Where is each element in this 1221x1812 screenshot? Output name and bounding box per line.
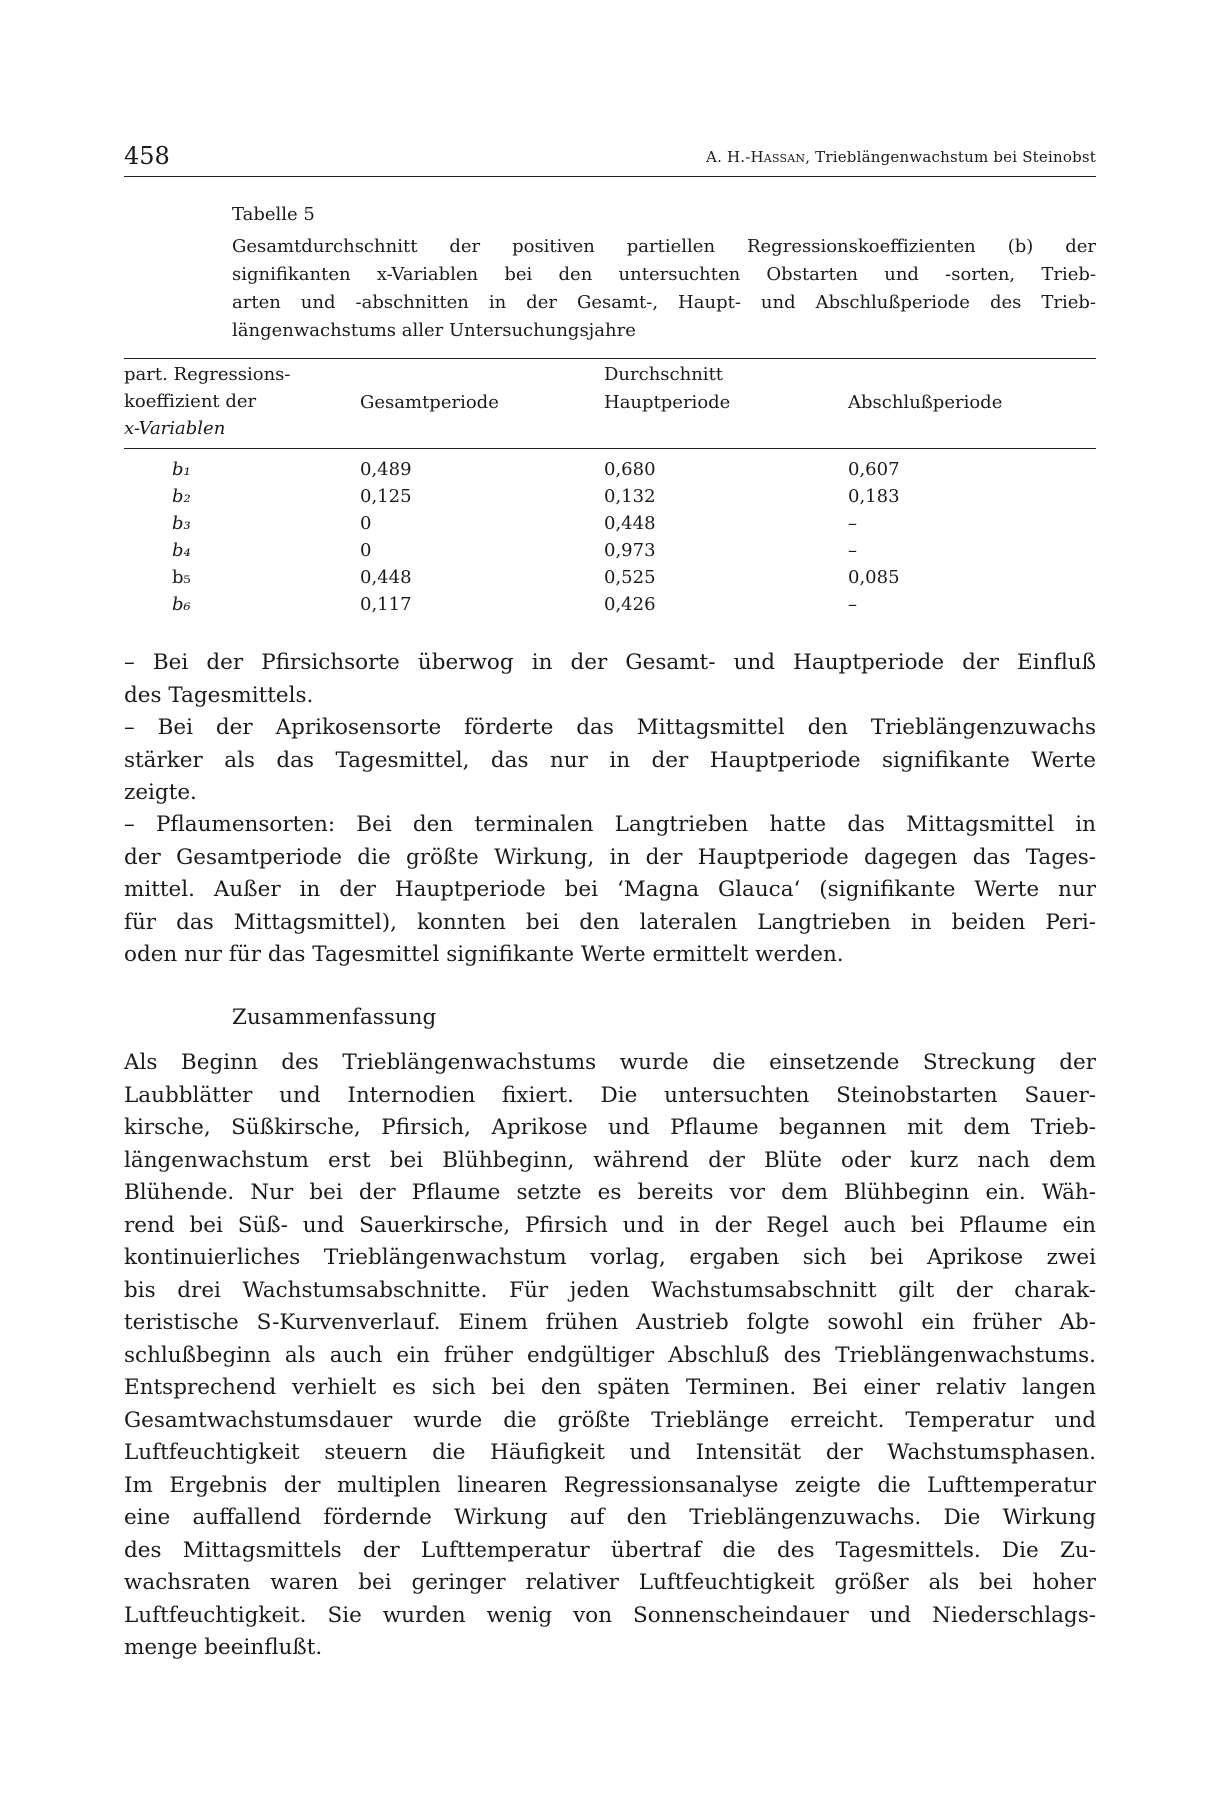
cell-variable: b₆	[172, 594, 191, 615]
text-line: – Pflaumensorten: Bei den terminalen Langtrieben hatte das Mittagsmittel in	[124, 812, 1096, 837]
text-line: Im Ergebnis der multiplen linearen Regressionsanalyse zeigte die Lufttemperatur	[124, 1472, 1096, 1498]
text-line: kirsche, Süßkirsche, Pfirsich, Aprikose und Pflaume begannen mit dem Trieb-	[124, 1115, 1096, 1140]
text-line: teristische S-Kurvenverlauf. Einem frühen Austrieb folgte sowohl ein früher Ab-	[124, 1310, 1096, 1335]
page-number: 458	[124, 142, 170, 170]
table-row	[124, 456, 1096, 483]
cell-abschluss: 0,183	[848, 486, 900, 507]
table-caption	[232, 233, 1096, 345]
caption-line: signifikanten x-Variablen bei den untersuchten Obstarten und -sorten, Trieb-	[232, 264, 1096, 285]
page-header	[124, 140, 1096, 177]
bullet-peach	[124, 647, 1096, 712]
text-line: Laubblätter und Internodien fixiert. Die untersuchten Steinobstarten Sauer-	[124, 1082, 1096, 1108]
caption-line: längenwachstums aller Untersuchungsjahre	[232, 320, 636, 341]
text-line: oden nur für das Tagesmittel signifikante Werte ermittelt werden.	[124, 942, 844, 967]
caption-line: arten und -abschnitten in der Gesamt-, Haupt- und Abschlußperiode des Trieb-	[232, 292, 1096, 313]
running-head-author-prefix: A. H.-	[706, 148, 751, 166]
text-line: kontinuierliches Trieblängenwachstum vorlag, ergaben sich bei Aprikose zwei	[124, 1245, 1096, 1270]
cell-haupt: 0,525	[604, 567, 656, 588]
summary-paragraph	[124, 1047, 1096, 1665]
table-header-rule	[124, 448, 1096, 449]
cell-variable: b₂	[172, 486, 191, 507]
text-line: Entsprechend verhielt es sich bei den späten Terminen. Bei einer relativ langen	[124, 1375, 1096, 1400]
cell-variable: b₄	[172, 540, 191, 561]
header-line: koeffizient der	[124, 391, 257, 412]
text-line: bis drei Wachstumsabschnitte. Für jeden Wachstumsabschnitt gilt der charak-	[124, 1277, 1096, 1303]
text-line: wachsraten waren bei geringer relativer Luftfeuchtigkeit größer als bei hoher	[124, 1570, 1096, 1595]
table-header-abschluss: Abschlußperiode	[848, 392, 1003, 413]
text-line: schlußbeginn als auch ein früher endgültiger Abschluß des Trieblängenwachstums.	[124, 1342, 1096, 1368]
header-line: x-Variablen	[124, 418, 226, 439]
cell-haupt: 0,132	[604, 486, 656, 507]
cell-gesamt: 0,489	[360, 459, 412, 480]
cell-gesamt: 0	[360, 540, 372, 561]
cell-variable: b₃	[172, 513, 191, 534]
text-line: längenwachstum erst bei Blühbeginn, während der Blüte oder kurz nach dem	[124, 1147, 1096, 1173]
cell-gesamt: 0,448	[360, 567, 412, 588]
text-line: Gesamtwachstumsdauer wurde die größte Trieblänge erreicht. Temperatur und	[124, 1407, 1096, 1433]
table-label: Tabelle 5	[232, 204, 315, 225]
text-line: stärker als das Tagesmittel, das nur in der Hauptperiode signifikante Werte	[124, 747, 1096, 773]
cell-gesamt: 0,117	[360, 594, 412, 615]
bullet-apricot	[124, 712, 1096, 810]
cell-abschluss: –	[848, 540, 857, 561]
table-row	[124, 591, 1096, 618]
table-top-rule	[124, 358, 1096, 359]
text-line: Blühende. Nur bei der Pflaume setzte es bereits vor dem Blühbeginn ein. Wäh-	[124, 1180, 1096, 1205]
cell-haupt: 0,973	[604, 540, 656, 561]
cell-abschluss: –	[848, 594, 857, 615]
section-heading: Zusammenfassung	[232, 1005, 437, 1030]
running-head-author: Hassan	[750, 148, 806, 166]
cell-haupt: 0,426	[604, 594, 656, 615]
table-header-haupt: Hauptperiode	[604, 392, 731, 413]
cell-abschluss: 0,607	[848, 459, 900, 480]
cell-variable: b₁	[172, 459, 191, 480]
text-line: Luftfeuchtigkeit steuern die Häufigkeit und Intensität der Wachstumsphasen.	[124, 1440, 1096, 1465]
text-line: mittel. Außer in der Hauptperiode bei ‘Magna Glauca‘ (signifikante Werte nur	[124, 877, 1096, 902]
cell-variable: b₅	[172, 567, 191, 588]
running-head-title: , Trieblängenwachstum bei Steinobst	[805, 148, 1096, 166]
cell-gesamt: 0	[360, 513, 372, 534]
header-line: part. Regressions-	[124, 364, 291, 385]
bullet-plum	[124, 809, 1096, 972]
text-line: rend bei Süß- und Sauerkirsche, Pfirsich und in der Regel auch bei Pflaume ein	[124, 1212, 1096, 1238]
text-line: eine auffallend fördernde Wirkung auf den Trieblängenzuwachs. Die Wirkung	[124, 1505, 1096, 1530]
table-header-variable	[124, 361, 291, 442]
table-row	[124, 564, 1096, 591]
cell-abschluss: –	[848, 513, 857, 534]
text-line: – Bei der Pfirsichsorte überwog in der Gesamt- und Hauptperiode der Einfluß	[124, 650, 1096, 675]
text-line: des Mittagsmittels der Lufttemperatur übertraf die des Tagesmittels. Die Zu-	[124, 1537, 1096, 1563]
caption-line: Gesamtdurchschnitt der positiven partiellen Regressionskoeffizienten (b) der	[232, 236, 1096, 257]
text-line: Luftfeuchtigkeit. Sie wurden wenig von Sonnenscheindauer und Niederschlags-	[124, 1602, 1096, 1628]
text-line: der Gesamtperiode die größte Wirkung, in der Hauptperiode dagegen das Tages-	[124, 844, 1096, 870]
text-line: menge beeinflußt.	[124, 1635, 323, 1660]
table-row	[124, 537, 1096, 564]
running-head	[706, 148, 1096, 166]
table-row	[124, 510, 1096, 537]
cell-haupt: 0,448	[604, 513, 656, 534]
text-line: Als Beginn des Trieblängenwachstums wurde die einsetzende Streckung der	[124, 1050, 1096, 1075]
text-line: des Tagesmittels.	[124, 682, 314, 708]
cell-haupt: 0,680	[604, 459, 656, 480]
cell-abschluss: 0,085	[848, 567, 900, 588]
text-line: zeigte.	[124, 780, 197, 805]
table-header-gesamt: Gesamtperiode	[360, 392, 499, 413]
text-line: für das Mittagsmittel), konnten bei den lateralen Langtrieben in beiden Peri-	[124, 909, 1096, 935]
cell-gesamt: 0,125	[360, 486, 412, 507]
table-row	[124, 483, 1096, 510]
text-line: – Bei der Aprikosensorte förderte das Mittagsmittel den Trieblängenzuwachs	[124, 715, 1096, 740]
table-header-group: Durchschnitt	[604, 364, 724, 385]
